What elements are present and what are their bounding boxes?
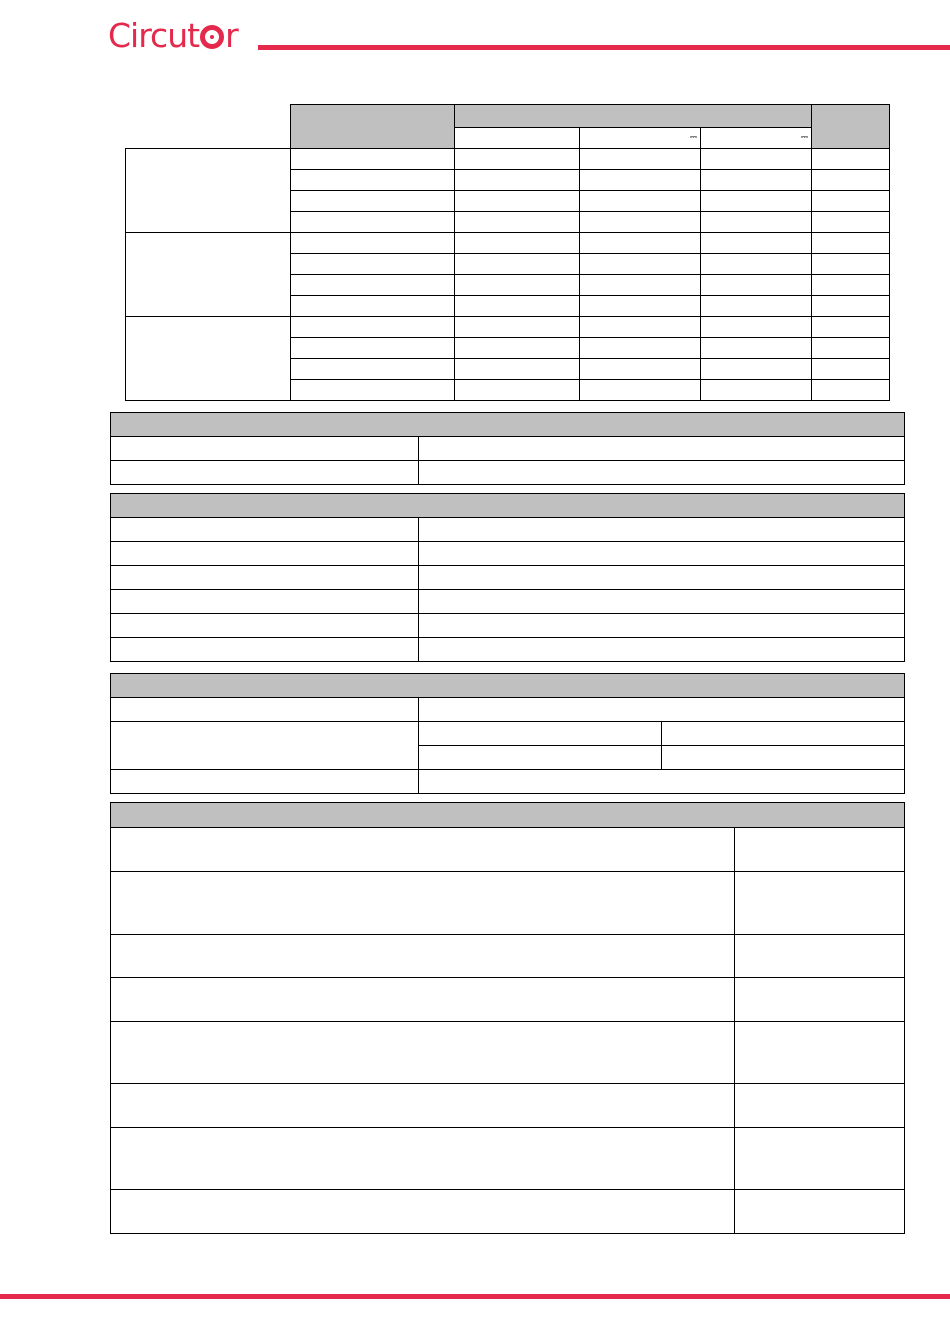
table-cell bbox=[812, 380, 890, 401]
label-cell bbox=[111, 566, 419, 590]
label-cell bbox=[111, 698, 419, 722]
standard-ref-cell bbox=[735, 828, 905, 872]
table-cell bbox=[812, 191, 890, 212]
table-cell bbox=[291, 275, 455, 296]
dc-current-icon: ⎓ bbox=[800, 132, 807, 143]
section-title bbox=[111, 494, 905, 518]
table-cell bbox=[580, 170, 701, 191]
table-cell bbox=[580, 233, 701, 254]
value-cell bbox=[419, 722, 662, 746]
logo-text: Circut r bbox=[108, 16, 238, 55]
table-cell bbox=[812, 212, 890, 233]
header-cell bbox=[580, 105, 701, 128]
group-cell bbox=[126, 149, 291, 233]
table-cell bbox=[580, 338, 701, 359]
header-rule bbox=[258, 45, 950, 50]
table-cell bbox=[291, 380, 455, 401]
table-cell bbox=[812, 149, 890, 170]
footer-rule bbox=[0, 1294, 950, 1299]
table-cell bbox=[701, 212, 812, 233]
table-cell bbox=[701, 149, 812, 170]
value-cell bbox=[419, 518, 905, 542]
standard-ref-cell bbox=[735, 1128, 905, 1190]
table-cell bbox=[291, 149, 455, 170]
standard-ref-cell bbox=[735, 978, 905, 1022]
table-cell bbox=[812, 359, 890, 380]
table-cell bbox=[291, 359, 455, 380]
table-cell bbox=[455, 212, 580, 233]
header-cell bbox=[812, 105, 890, 149]
value-cell bbox=[419, 614, 905, 638]
standard-ref-cell bbox=[735, 1190, 905, 1234]
standard-cell bbox=[111, 935, 735, 978]
dc-current-icon: ⎓ bbox=[689, 132, 696, 143]
table-cell bbox=[291, 317, 455, 338]
value-cell bbox=[419, 698, 905, 722]
table-cell bbox=[812, 317, 890, 338]
table-cell bbox=[455, 359, 580, 380]
header-cell bbox=[291, 105, 455, 149]
table-cell bbox=[701, 317, 812, 338]
value-cell bbox=[662, 746, 905, 770]
standard-ref-cell bbox=[735, 935, 905, 978]
table-cell bbox=[455, 317, 580, 338]
table-cell bbox=[812, 338, 890, 359]
label-cell bbox=[111, 722, 419, 770]
label-cell bbox=[111, 518, 419, 542]
value-cell bbox=[419, 566, 905, 590]
subheader-cell bbox=[455, 128, 580, 149]
table-corner bbox=[126, 105, 291, 149]
section-title bbox=[111, 674, 905, 698]
table-cell bbox=[455, 170, 580, 191]
header-cell bbox=[455, 105, 580, 128]
subheader-cell bbox=[701, 128, 812, 149]
table-cell bbox=[812, 233, 890, 254]
value-cell bbox=[419, 770, 905, 794]
table-cell bbox=[455, 338, 580, 359]
table-cell bbox=[701, 254, 812, 275]
table-cell bbox=[812, 254, 890, 275]
logo-target-icon bbox=[200, 25, 224, 49]
table-cell bbox=[455, 296, 580, 317]
table-cell bbox=[580, 359, 701, 380]
section-title bbox=[111, 413, 905, 437]
table-cell bbox=[455, 275, 580, 296]
label-cell bbox=[111, 590, 419, 614]
label-cell bbox=[111, 770, 419, 794]
standard-cell bbox=[111, 1128, 735, 1190]
table-cell bbox=[455, 380, 580, 401]
table-cell bbox=[291, 338, 455, 359]
circutor-logo bbox=[108, 18, 238, 54]
table-cell bbox=[580, 380, 701, 401]
table-cell bbox=[580, 212, 701, 233]
table-cell bbox=[701, 275, 812, 296]
table-cell bbox=[291, 212, 455, 233]
section-table-1 bbox=[110, 412, 905, 485]
table-cell bbox=[701, 170, 812, 191]
value-cell bbox=[419, 638, 905, 662]
standards-table bbox=[110, 802, 905, 1234]
value-cell bbox=[419, 746, 662, 770]
label-cell bbox=[111, 542, 419, 566]
table-cell bbox=[455, 149, 580, 170]
table-cell bbox=[291, 191, 455, 212]
section-title bbox=[111, 803, 905, 828]
table-cell bbox=[455, 191, 580, 212]
table-cell bbox=[701, 380, 812, 401]
label-cell bbox=[111, 461, 419, 485]
table-cell bbox=[812, 296, 890, 317]
standard-cell bbox=[111, 1190, 735, 1234]
standard-cell bbox=[111, 1084, 735, 1128]
standard-cell bbox=[111, 978, 735, 1022]
table-cell bbox=[580, 149, 701, 170]
standard-ref-cell bbox=[735, 1022, 905, 1084]
section-table-3 bbox=[110, 673, 905, 794]
table-cell bbox=[701, 191, 812, 212]
section-table-2 bbox=[110, 493, 905, 662]
value-cell bbox=[419, 590, 905, 614]
table-cell bbox=[701, 233, 812, 254]
label-cell bbox=[111, 638, 419, 662]
standard-ref-cell bbox=[735, 1084, 905, 1128]
standard-cell bbox=[111, 828, 735, 872]
table-cell bbox=[812, 170, 890, 191]
table-cell bbox=[580, 254, 701, 275]
table-cell bbox=[291, 170, 455, 191]
label-cell bbox=[111, 614, 419, 638]
group-cell bbox=[126, 233, 291, 317]
table-cell bbox=[580, 275, 701, 296]
group-cell bbox=[126, 317, 291, 401]
table-cell bbox=[580, 317, 701, 338]
table-cell bbox=[291, 233, 455, 254]
table-cell bbox=[455, 254, 580, 275]
table-cell bbox=[291, 296, 455, 317]
table-cell bbox=[701, 359, 812, 380]
value-cell bbox=[662, 722, 905, 746]
table-cell bbox=[580, 296, 701, 317]
specs-table bbox=[125, 104, 890, 401]
table-cell bbox=[580, 191, 701, 212]
table-cell bbox=[701, 296, 812, 317]
value-cell bbox=[419, 437, 905, 461]
header-cell bbox=[701, 105, 812, 128]
standard-cell bbox=[111, 872, 735, 935]
subheader-cell bbox=[580, 128, 701, 149]
table-cell bbox=[455, 233, 580, 254]
label-cell bbox=[111, 437, 419, 461]
standard-cell bbox=[111, 1022, 735, 1084]
standard-ref-cell bbox=[735, 872, 905, 935]
table-cell bbox=[291, 254, 455, 275]
value-cell bbox=[419, 461, 905, 485]
table-cell bbox=[701, 338, 812, 359]
value-cell bbox=[419, 542, 905, 566]
table-cell bbox=[812, 275, 890, 296]
